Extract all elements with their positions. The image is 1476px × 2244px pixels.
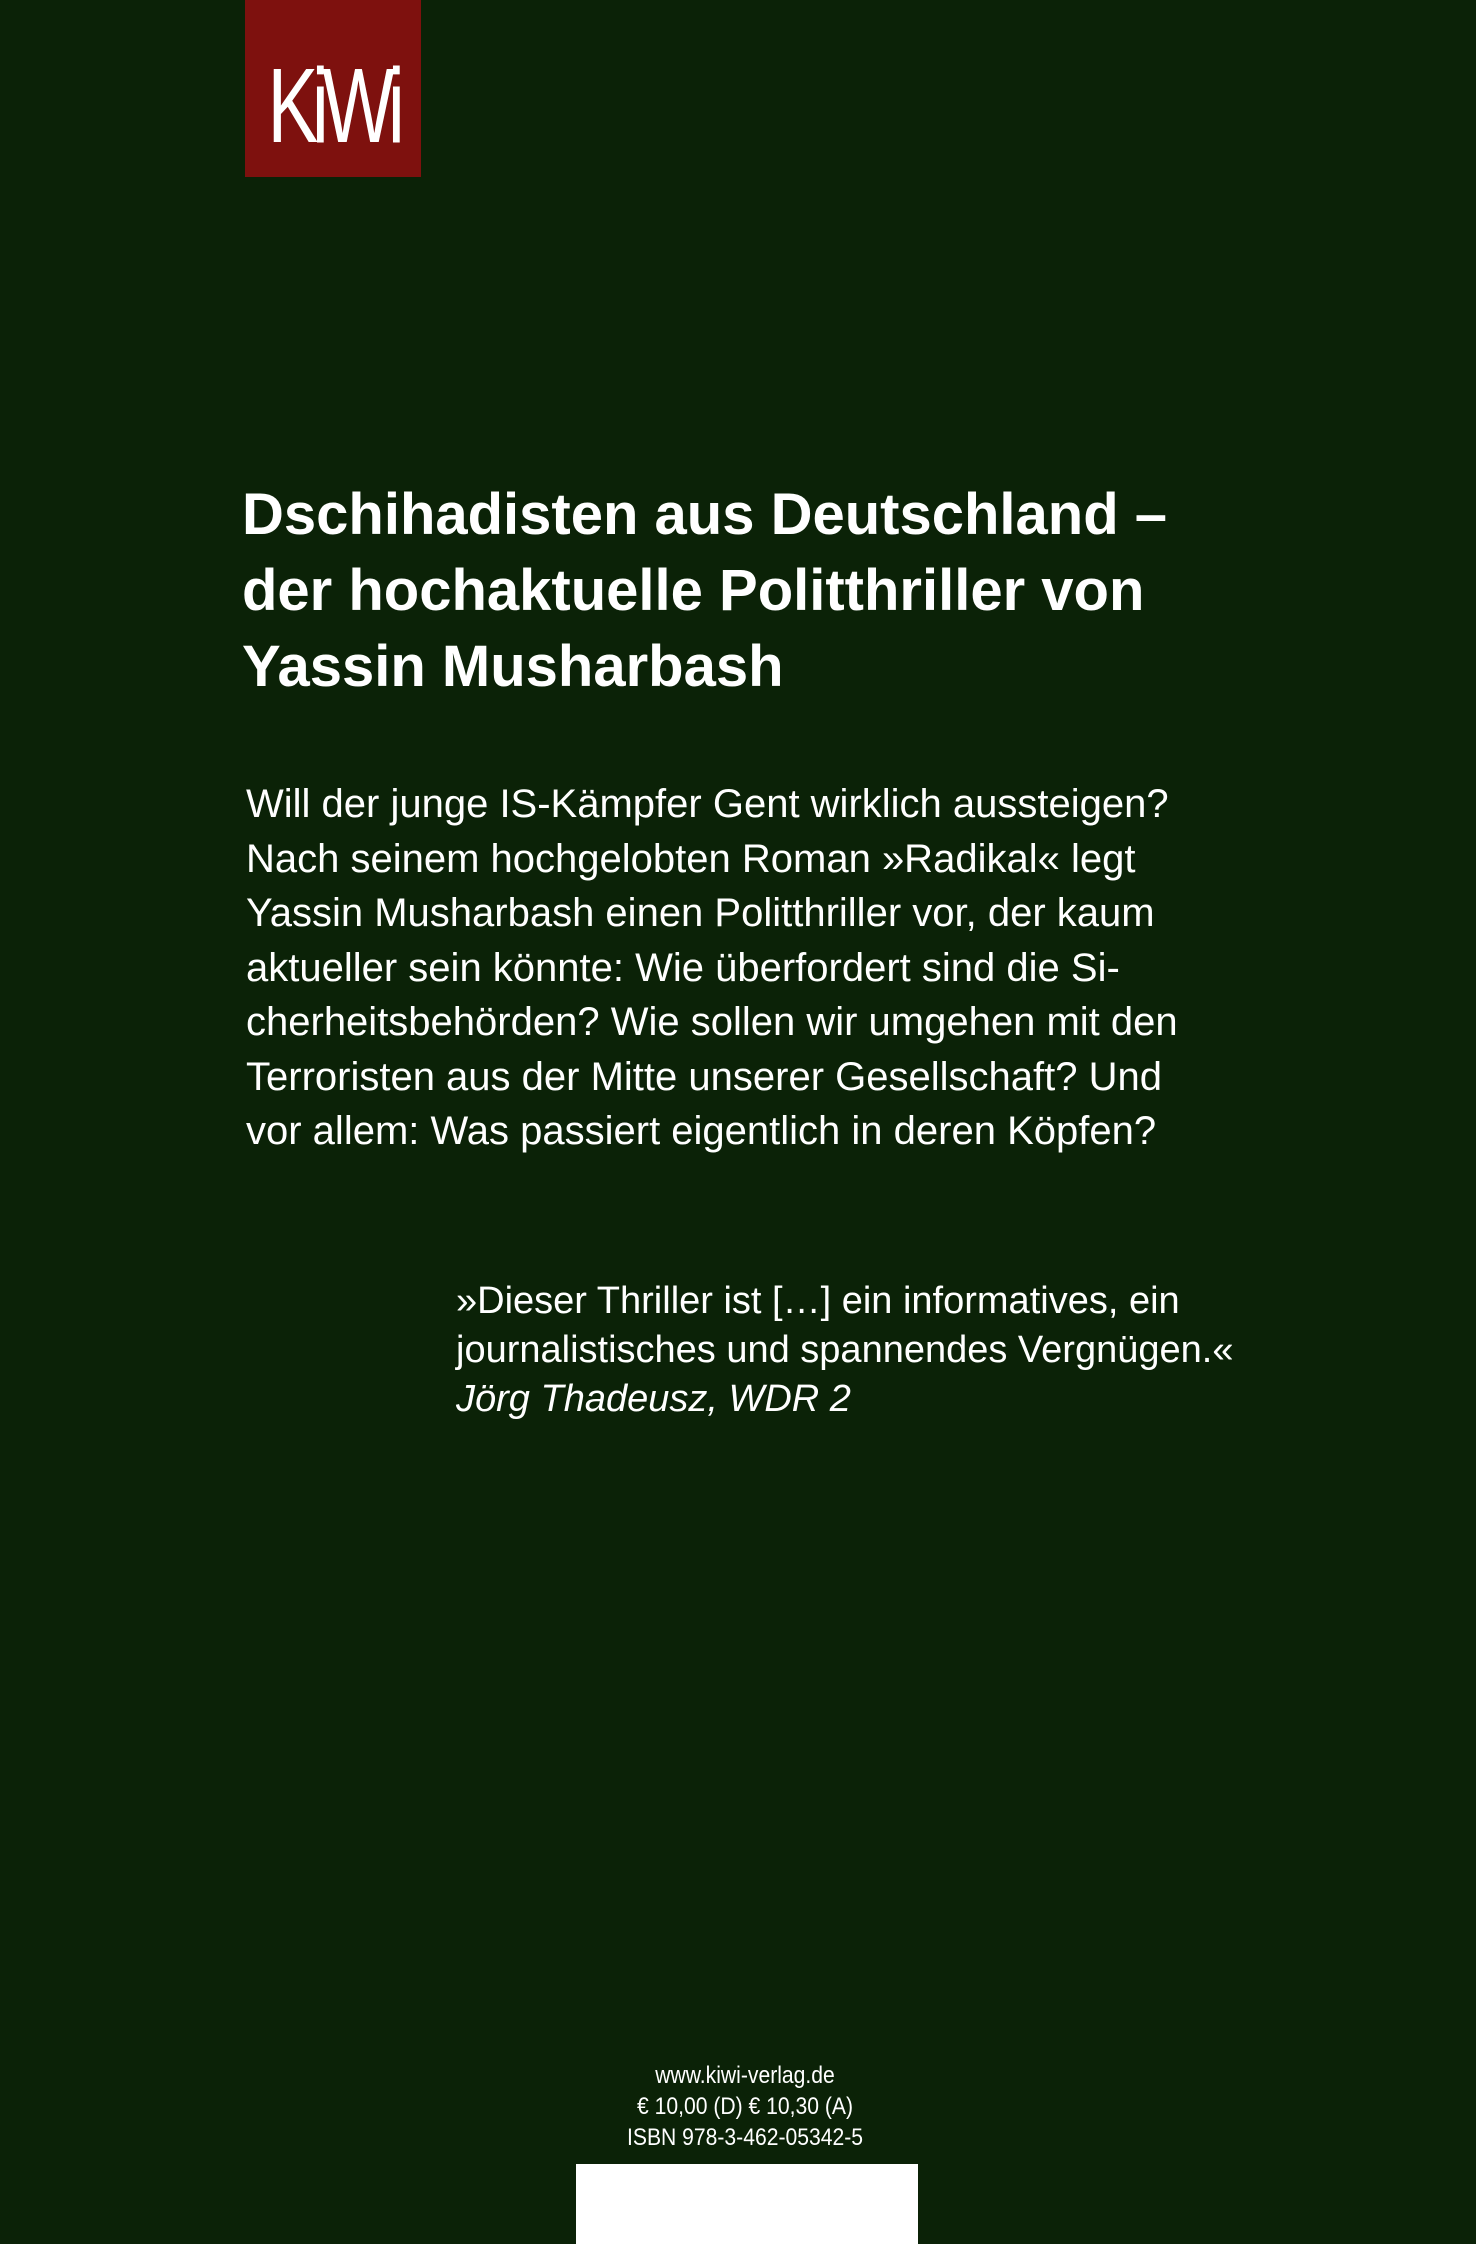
review-quote [456, 1277, 1356, 1424]
isbn: ISBN 978-3-462-05342-5 [626, 2124, 863, 2151]
blurb-line: Yassin Musharbash einen Politthriller vor, der kaum [246, 891, 1155, 935]
quote-line: journalistisches und spannendes Vergnügen.« [456, 1329, 1234, 1371]
blurb-line: vor allem: Was passiert eigentlich in deren Köpfen? [246, 1109, 1157, 1153]
barcode-area [576, 2164, 918, 2244]
publisher-footer [582, 2060, 908, 2153]
headline [242, 477, 1292, 705]
price-info: € 10,00 (D) € 10,30 (A) [636, 2093, 854, 2120]
headline-line: Dschihadisten aus Deutschland – [242, 482, 1168, 547]
quote-attribution: Jörg Thadeusz, WDR 2 [456, 1378, 851, 1420]
blurb-line: aktueller sein könnte: Wie überfordert sind die Si- [246, 945, 1120, 990]
headline-line: der hochaktuelle Politthriller von [242, 558, 1145, 623]
quote-line: »Dieser Thriller ist […] ein informatives, ein [456, 1280, 1180, 1322]
website-link[interactable]: www.kiwi-verlag.de [655, 2062, 835, 2089]
headline-line: Yassin Musharbash [242, 634, 784, 699]
blurb-line: Nach seinem hochgelobten Roman »Radikal« legt [246, 836, 1136, 881]
logo-text: KiWi [267, 47, 399, 165]
blurb-line: Terroristen aus der Mitte unserer Gesellschaft? Und [246, 1054, 1162, 1099]
blurb-paragraph [246, 777, 1246, 1159]
kiwi-logo [245, 0, 421, 177]
blurb-line: Will der junge IS-Kämpfer Gent wirklich aussteigen? [246, 782, 1169, 826]
blurb-line: cherheitsbehörden? Wie sollen wir umgehen mit den [246, 1000, 1178, 1044]
